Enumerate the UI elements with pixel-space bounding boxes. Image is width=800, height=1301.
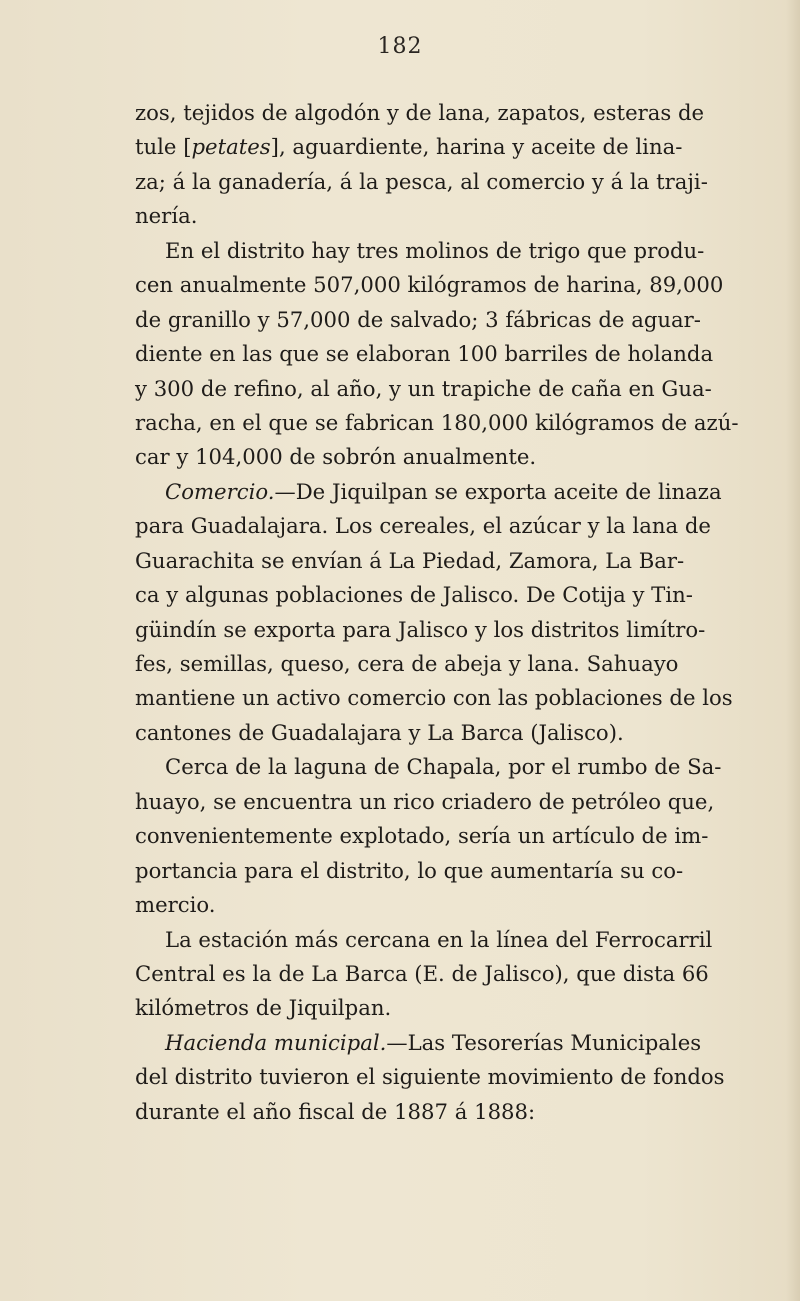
text-line: fes, semillas, queso, cera de abeja y lana. Sahuayo — [135, 651, 679, 676]
text-line: portancia para el distrito, lo que aumentaría su co- — [135, 857, 684, 883]
text-line: Central es la de La Barca (E. de Jalisco), que dista 66 — [135, 960, 709, 986]
text-line: y 300 de refino, al año, y un trapiche de caña en Gua- — [135, 375, 712, 401]
text-line: racha, en el que se fabrican 180,000 kilógramos de azú- — [135, 409, 739, 435]
text-line: cen anualmente 507,000 kilógramos de harina, 89,000 — [135, 272, 724, 298]
text-line: zos, tejidos de algodón y de lana, zapatos, esteras de — [135, 100, 705, 125]
text-line: del distrito tuvieron el siguiente movimiento de fondos — [135, 1064, 725, 1090]
text-line: güindín se exporta para Jalisco y los distritos limítro- — [135, 616, 706, 642]
text-line: Cerca de la laguna de Chapala, por el rumbo de Sa- — [165, 754, 722, 780]
page-number: 182 — [377, 34, 423, 59]
italic-term: petates — [191, 134, 271, 160]
text-line: cantones de Guadalajara y La Barca (Jalisco). — [135, 719, 624, 745]
page-edge-shadow — [786, 0, 800, 1301]
text-line: En el distrito hay tres molinos de trigo que produ- — [165, 237, 705, 263]
text-line: Guarachita se envían á La Piedad, Zamora, La Bar- — [135, 547, 685, 573]
text-line: durante el año fiscal de 1887 á 1888: — [135, 1098, 536, 1124]
text-line: ca y algunas poblaciones de Jalisco. De Cotija y Tin- — [135, 582, 693, 608]
text-line: huayo, se encuentra un rico criadero de petróleo que, — [135, 788, 715, 814]
text-line: mercio. — [135, 892, 216, 918]
text-line: de granillo y 57,000 de salvado; 3 fábricas de aguar- — [135, 306, 701, 332]
text-line: Hacienda municipal.—Las Tesorerías Municipales — [165, 1029, 702, 1055]
text-line: para Guadalajara. Los cereales, el azúcar y la lana de — [135, 513, 711, 539]
text-line: car y 104,000 de sobrón anualmente. — [135, 444, 537, 470]
text-line: tule [petates], aguardiente, harina y aceite de lina- — [135, 134, 683, 160]
text-line: za; á la ganadería, á la pesca, al comercio y á la traji- — [135, 168, 708, 194]
text-line: La estación más cercana en la línea del Ferrocarril — [165, 926, 713, 952]
text-line: convenientemente explotado, sería un artículo de im- — [135, 823, 709, 849]
italic-term: Comercio. — [165, 478, 275, 504]
text-line: Comercio.—De Jiquilpan se exporta aceite de linaza — [165, 478, 722, 504]
body-text — [135, 96, 739, 1129]
italic-term: Hacienda municipal. — [165, 1029, 387, 1055]
text-line: nería. — [135, 203, 198, 229]
text-line: diente en las que se elaboran 100 barriles de holanda — [135, 341, 714, 367]
text-line: kilómetros de Jiquilpan. — [135, 995, 392, 1021]
text-line: mantiene un activo comercio con las poblaciones de los — [135, 685, 733, 711]
